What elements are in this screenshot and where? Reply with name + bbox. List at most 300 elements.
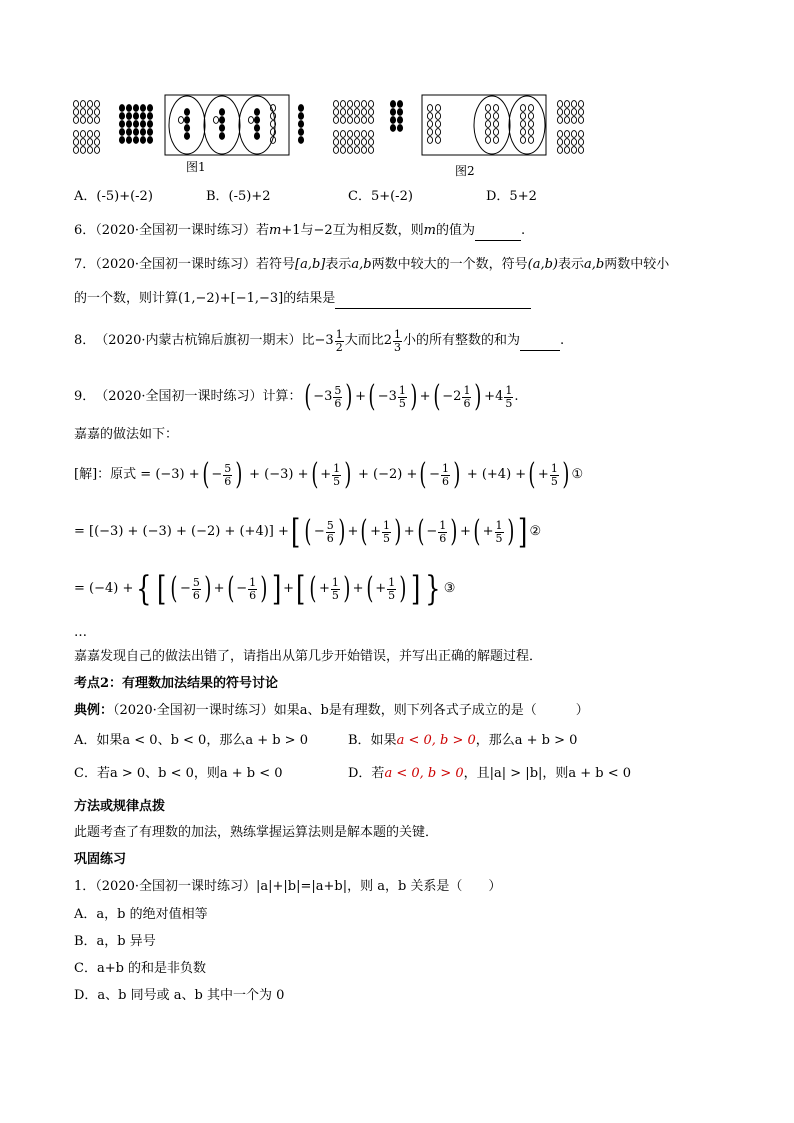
q9-term-3-fraction: $\frac{1}{6}$ <box>463 383 471 410</box>
solution-step-3: = (−4) + { [ ( − $\frac{5}{6}$ ) + ( − $\frac{1}{6}$ ) ] + [ ( + $\frac{1}{5}$ ) + ( + $\frac{1}{5}$ ) ] } ③ <box>74 569 456 609</box>
white-counter <box>571 101 576 108</box>
paren-open: ( <box>303 379 311 414</box>
black-counter <box>119 121 124 128</box>
white-counter <box>354 109 359 116</box>
white-counter <box>340 147 345 154</box>
white-counter <box>427 129 432 136</box>
white-counter <box>94 147 99 154</box>
paren-open: ( <box>417 514 425 549</box>
paren-open: ( <box>419 457 427 492</box>
white-counter <box>578 109 583 116</box>
bracket-open: [ <box>156 569 167 609</box>
section-2-title: 考点2：有理数加法结果的符号讨论 <box>74 676 279 691</box>
white-counter <box>340 139 345 146</box>
black-counter <box>184 109 189 116</box>
white-counter <box>213 117 218 124</box>
black-counter <box>133 113 138 120</box>
fraction: $\frac{1}{6}$ <box>441 461 449 488</box>
q6-text-a: 若 <box>256 223 270 238</box>
fraction: $\frac{5}{6}$ <box>192 575 200 602</box>
q7-source: （2020·全国初一课时练习） <box>95 257 256 272</box>
white-counter <box>248 117 253 124</box>
q9-end: . <box>514 389 519 404</box>
paren-open: ( <box>432 379 440 414</box>
white-counter <box>578 117 583 124</box>
white-counter <box>557 101 562 108</box>
figure-2-label: 图2 <box>455 164 475 178</box>
white-counter <box>73 147 78 154</box>
paren-close: ) <box>344 457 352 492</box>
q8-number-2-fraction: $\frac{1}{3}$ <box>393 327 401 354</box>
black-counter <box>140 105 145 112</box>
q9-term-2-whole: −3 <box>377 389 397 404</box>
white-counter <box>340 101 345 108</box>
paren-close: ) <box>235 457 243 492</box>
white-counter <box>87 117 92 124</box>
q9-term-1-fraction: $\frac{5}{6}$ <box>334 383 342 410</box>
white-counter <box>361 131 366 138</box>
black-counter <box>147 105 152 112</box>
white-counter <box>528 121 533 128</box>
white-counter <box>485 129 490 136</box>
paren-open: ( <box>310 457 318 492</box>
white-counter <box>361 101 366 108</box>
white-counter <box>557 131 562 138</box>
q5-option-b: B．(-5)+2 <box>206 189 271 204</box>
paren-close: ) <box>506 514 514 549</box>
white-counter <box>73 109 78 116</box>
q7-number: 7． <box>74 257 96 272</box>
q8-number-1-fraction: $\frac{1}{2}$ <box>335 327 343 354</box>
paren-open: ( <box>365 571 373 606</box>
q7-symbol-max: [a,b] <box>295 257 326 272</box>
white-counter <box>80 131 85 138</box>
q7-text-b: 表示 <box>325 257 352 272</box>
white-counter <box>578 139 583 146</box>
q8-end: . <box>560 333 565 348</box>
paren-close: ) <box>450 514 458 549</box>
white-counter <box>564 147 569 154</box>
paren-close: ) <box>343 571 351 606</box>
black-counter <box>126 121 131 128</box>
white-counter <box>520 129 525 136</box>
white-counter <box>270 113 275 120</box>
q9-method-intro: 嘉嘉的做法如下： <box>74 427 179 442</box>
q7-line2-b: 的结果是 <box>283 291 336 306</box>
white-counter <box>520 121 525 128</box>
q8-number: 8． <box>74 333 96 348</box>
q7-ab-1: a,b <box>351 257 372 272</box>
black-counter <box>390 117 395 124</box>
question-7-line1 <box>74 256 669 274</box>
white-counter <box>347 139 352 146</box>
paren-close: ) <box>453 457 461 492</box>
white-counter <box>80 117 85 124</box>
practice-option-c: C．a+b 的和是非负数 <box>74 961 207 976</box>
fraction: $\frac{1}{6}$ <box>249 575 257 602</box>
white-counter <box>80 147 85 154</box>
bracket-close: ] <box>518 512 528 552</box>
fraction: $\frac{1}{6}$ <box>439 518 447 545</box>
q9-term-2-fraction: $\frac{1}{5}$ <box>398 383 406 410</box>
black-counter <box>254 117 259 124</box>
white-counter <box>73 131 78 138</box>
q7-ab-2: a,b <box>584 257 605 272</box>
black-counter <box>140 113 145 120</box>
white-counter <box>333 109 338 116</box>
white-counter <box>578 147 583 154</box>
bracket-open: [ <box>296 569 306 609</box>
black-counter <box>147 137 152 144</box>
step-2-marker: ② <box>529 524 542 539</box>
q8-text-c: 小的所有整数的和为 <box>402 333 520 348</box>
white-counter <box>368 147 373 154</box>
q7-expression: (1,−2)+[−1,−3] <box>178 291 284 306</box>
white-counter <box>340 109 345 116</box>
option-d-condition: a < 0, b > 0 <box>384 766 464 781</box>
white-counter <box>493 105 498 112</box>
white-counter <box>520 105 525 112</box>
white-counter <box>557 147 562 154</box>
q7-answer-blank[interactable] <box>335 290 531 309</box>
q9-source: （2020·全国初一课时练习） <box>95 389 263 404</box>
solution-step-2: = [(−3) + (−3) + (−2) + (+4)] + [ ( − $\frac{5}{6}$ ) + ( + $\frac{1}{5}$ ) + ( − $\frac{1}{6}$ ) + ( + $\frac{1}{5}$ ) ] ② <box>74 512 542 552</box>
q7-line2-a: 的一个数，则计算 <box>74 291 179 306</box>
q9-term-3-whole: −2 <box>442 389 462 404</box>
option-d-suffix: ，且|a| > |b|，则a + b < 0 <box>463 766 632 781</box>
black-counter <box>298 137 303 144</box>
black-counter <box>147 129 152 136</box>
black-counter <box>254 109 259 116</box>
white-counter <box>340 131 345 138</box>
white-counter <box>368 109 373 116</box>
paren-open: ( <box>528 457 536 492</box>
white-counter <box>347 147 352 154</box>
q7-text-d: 表示 <box>557 257 584 272</box>
white-counter <box>333 139 338 146</box>
black-counter <box>133 129 138 136</box>
white-counter <box>564 109 569 116</box>
paren-close: ) <box>399 571 407 606</box>
solution-step-1: [解]：原式 = (−3) + ( − $\frac{5}{6}$ ) + (−3) + ( + $\frac{1}{5}$ ) + (−2) + ( − $\frac{1}{6}$ ) + (+4) + ( + $\frac{1}{5}$ ) ① <box>74 457 584 492</box>
white-counter <box>435 113 440 120</box>
example-option-d <box>348 765 631 783</box>
white-counter <box>528 105 533 112</box>
white-counter <box>368 101 373 108</box>
white-counter <box>564 131 569 138</box>
bracket-close: ] <box>410 569 421 609</box>
white-counter <box>578 131 583 138</box>
paren-open: ( <box>170 571 178 606</box>
white-counter <box>571 109 576 116</box>
q8-number-2-whole: 2 <box>383 333 392 348</box>
white-counter <box>557 109 562 116</box>
option-b-condition: a < 0, b > 0 <box>396 733 476 748</box>
white-counter <box>427 105 432 112</box>
white-counter <box>571 139 576 146</box>
q7-text-c: 两数中较大的一个数，符号 <box>371 257 528 272</box>
white-counter <box>435 105 440 112</box>
white-counter <box>528 113 533 120</box>
black-counter <box>126 137 131 144</box>
black-counter <box>184 125 189 132</box>
q5-option-d: D．5+2 <box>486 189 537 204</box>
white-counter <box>368 117 373 124</box>
paren-open: ( <box>309 571 317 606</box>
example-text: 如果a、b是有理数，则下列各式子成立的是（ ） <box>273 703 589 718</box>
q6-answer-blank[interactable] <box>475 222 521 241</box>
white-counter <box>493 137 498 144</box>
example-source: （2020·全国初一课时练习） <box>113 703 274 718</box>
white-counter <box>485 105 490 112</box>
black-counter <box>254 133 259 140</box>
white-counter <box>73 101 78 108</box>
white-counter <box>493 129 498 136</box>
white-counter <box>564 139 569 146</box>
black-counter <box>119 137 124 144</box>
white-counter <box>435 129 440 136</box>
q8-number-1-whole: −3 <box>314 333 334 348</box>
black-counter <box>390 125 395 132</box>
black-counter <box>133 121 138 128</box>
practice-question-1: 1．（2020·全国初一课时练习）|a|+|b|=|a+b|，则 a，b 关系是（ ） <box>74 879 502 894</box>
white-counter <box>87 139 92 146</box>
white-counter <box>333 117 338 124</box>
black-counter <box>219 117 224 124</box>
black-counter <box>133 105 138 112</box>
paren-close: ) <box>474 379 482 414</box>
white-counter <box>564 117 569 124</box>
white-counter <box>493 121 498 128</box>
black-counter <box>184 133 189 140</box>
q7-symbol-min: (a,b) <box>527 257 558 272</box>
white-counter <box>94 139 99 146</box>
white-counter <box>333 101 338 108</box>
black-counter <box>126 105 131 112</box>
black-counter <box>219 133 224 140</box>
q6-var-m: m <box>269 223 282 238</box>
q9-text-a: 计算： <box>262 389 302 404</box>
paren-open: ( <box>473 514 481 549</box>
example-option-c: C．若a > 0、b < 0，则a + b < 0 <box>74 766 283 781</box>
example-option-a: A．如果a < 0、b < 0，那么a + b > 0 <box>74 733 308 748</box>
step-3-marker: ③ <box>443 581 456 596</box>
white-counter <box>178 117 183 124</box>
white-counter <box>73 117 78 124</box>
white-counter <box>557 117 562 124</box>
paren-open: ( <box>360 514 368 549</box>
white-counter <box>87 101 92 108</box>
black-counter <box>147 113 152 120</box>
black-counter <box>397 101 402 108</box>
fraction: $\frac{1}{5}$ <box>331 575 339 602</box>
example-question <box>74 702 589 720</box>
q9-term-4-whole: 4 <box>495 389 504 404</box>
white-counter <box>528 137 533 144</box>
q9-conclusion: 嘉嘉发现自己的做法出错了，请指出从第几步开始错误，并写出正确的解题过程． <box>74 649 543 664</box>
bracket-open: [ <box>290 512 301 552</box>
white-counter <box>354 117 359 124</box>
white-counter <box>427 121 432 128</box>
practice-option-b: B．a，b 异号 <box>74 934 156 949</box>
q9-term-1-whole: −3 <box>313 389 333 404</box>
black-counter <box>219 125 224 132</box>
q8-source: （2020·内蒙古杭锦后旗初一期末） <box>95 333 302 348</box>
white-counter <box>347 117 352 124</box>
white-counter <box>557 139 562 146</box>
fraction: $\frac{5}{6}$ <box>224 461 232 488</box>
black-counter <box>140 121 145 128</box>
question-8 <box>74 324 564 358</box>
white-counter <box>493 113 498 120</box>
step-1-marker: ① <box>571 467 584 482</box>
white-counter <box>564 101 569 108</box>
fraction: $\frac{5}{6}$ <box>326 518 334 545</box>
q9-ellipsis: … <box>74 625 87 640</box>
counter-figures <box>70 94 610 176</box>
white-counter <box>571 117 576 124</box>
q6-number: 6． <box>74 223 96 238</box>
white-counter <box>340 117 345 124</box>
q5-option-c: C．5+(-2) <box>348 189 413 204</box>
paren-close: ) <box>410 379 418 414</box>
black-counter <box>298 113 303 120</box>
white-counter <box>361 139 366 146</box>
black-counter <box>133 137 138 144</box>
practice-title: 巩固练习 <box>74 852 127 867</box>
white-counter <box>361 147 366 154</box>
q6-var-m2: m <box>423 223 436 238</box>
paren-close: ) <box>394 514 402 549</box>
black-counter <box>126 113 131 120</box>
white-counter <box>435 137 440 144</box>
black-counter <box>397 125 402 132</box>
black-counter <box>397 117 402 124</box>
white-counter <box>578 101 583 108</box>
paren-open: ( <box>304 514 312 549</box>
white-counter <box>485 137 490 144</box>
q6-text-b: +1与−2互为相反数，则 <box>281 223 424 238</box>
white-counter <box>427 113 432 120</box>
white-counter <box>361 109 366 116</box>
black-counter <box>184 117 189 124</box>
paren-close: ) <box>562 457 570 492</box>
fraction: $\frac{1}{5}$ <box>495 518 503 545</box>
black-counter <box>298 129 303 136</box>
white-counter <box>528 129 533 136</box>
white-counter <box>485 121 490 128</box>
white-counter <box>354 131 359 138</box>
paren-open: ( <box>368 379 376 414</box>
q8-text-b: 大而比 <box>344 333 384 348</box>
option-b-suffix: ，那么a + b > 0 <box>475 733 578 748</box>
white-counter <box>333 147 338 154</box>
fraction: $\frac{1}{5}$ <box>388 575 396 602</box>
black-counter <box>397 109 402 116</box>
black-counter <box>147 121 152 128</box>
white-counter <box>80 109 85 116</box>
paren-close: ) <box>204 571 212 606</box>
paren-open: ( <box>226 571 234 606</box>
black-counter <box>140 129 145 136</box>
white-counter <box>485 113 490 120</box>
black-counter <box>126 129 131 136</box>
figure-1-label: 图1 <box>186 160 206 174</box>
black-counter <box>390 101 395 108</box>
method-text: 此题考查了有理数的加法，熟练掌握运算法则是解本题的关键． <box>74 825 439 840</box>
black-counter <box>298 105 303 112</box>
brace-close: } <box>425 569 441 609</box>
white-counter <box>347 131 352 138</box>
q8-answer-blank[interactable] <box>520 332 560 351</box>
q9-number: 9． <box>74 389 96 404</box>
black-counter <box>390 109 395 116</box>
white-counter <box>361 117 366 124</box>
paren-close: ) <box>338 514 346 549</box>
black-counter <box>119 113 124 120</box>
q8-text-a: 比 <box>301 333 315 348</box>
black-counter <box>119 129 124 136</box>
white-counter <box>347 109 352 116</box>
paren-close: ) <box>345 379 353 414</box>
white-counter <box>73 139 78 146</box>
example-label: 典例： <box>74 703 114 718</box>
black-counter <box>140 137 145 144</box>
paren-open: ( <box>202 457 210 492</box>
white-counter <box>354 147 359 154</box>
white-counter <box>87 109 92 116</box>
white-counter <box>368 131 373 138</box>
q7-text-a: 若符号 <box>256 257 296 272</box>
white-counter <box>94 101 99 108</box>
solution-label: [解]：原式 <box>74 467 137 482</box>
white-counter <box>94 131 99 138</box>
black-counter <box>219 109 224 116</box>
white-counter <box>87 131 92 138</box>
white-counter <box>427 137 432 144</box>
white-counter <box>435 121 440 128</box>
option-d-prefix: D．若 <box>348 766 385 781</box>
practice-option-d: D．a、b 同号或 a、b 其中一个为 0 <box>74 988 285 1003</box>
q9-term-4-fraction: $\frac{1}{5}$ <box>505 383 513 410</box>
white-counter <box>520 113 525 120</box>
practice-option-a: A．a，b 的绝对值相等 <box>74 907 208 922</box>
fraction: $\frac{1}{5}$ <box>333 461 341 488</box>
white-counter <box>94 117 99 124</box>
fraction: $\frac{1}{5}$ <box>550 461 558 488</box>
white-counter <box>80 139 85 146</box>
white-counter <box>571 131 576 138</box>
white-counter <box>354 101 359 108</box>
paren-close: ) <box>260 571 268 606</box>
q6-end: . <box>521 223 526 238</box>
q6-source: （2020·全国初一课时练习） <box>95 223 256 238</box>
white-counter <box>87 147 92 154</box>
white-counter <box>94 109 99 116</box>
white-counter <box>80 101 85 108</box>
question-6 <box>74 222 525 241</box>
method-title: 方法或规律点拨 <box>74 799 166 814</box>
white-counter <box>571 147 576 154</box>
example-option-b <box>348 732 577 750</box>
black-counter <box>254 125 259 132</box>
q7-text-e: 两数中较小 <box>604 257 670 272</box>
black-counter <box>119 105 124 112</box>
white-counter <box>354 139 359 146</box>
q5-option-a: A．(-5)+(-2) <box>74 189 153 204</box>
black-counter <box>298 121 303 128</box>
white-counter <box>520 137 525 144</box>
